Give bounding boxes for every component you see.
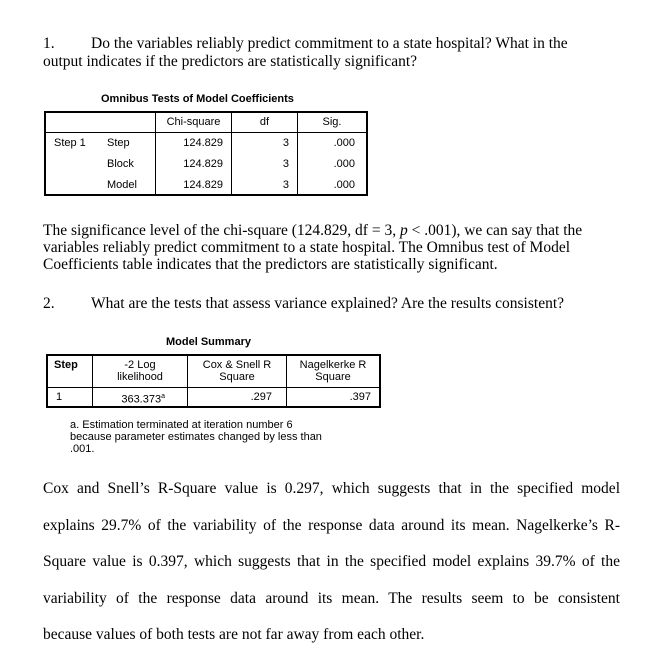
omnibus-cell-chi-square: 124.829 [183,137,223,149]
omnibus-row-group: Step 1 [54,137,86,149]
omnibus-header-sig: Sig. [322,116,342,128]
omnibus-header-df: df [259,116,270,128]
omnibus-cell-df: 3 [282,158,289,170]
ms-footnote-line-2: because parameter estimates changed by less than [70,431,322,443]
omnibus-cell-chi-square: 124.829 [183,158,223,170]
omnibus-table-title: Omnibus Tests of Model Coefficients [101,93,294,105]
ms-cell-nag: .397 [349,391,371,403]
omnibus-top-border [44,111,367,113]
answer-1-line-2: variables reliably predict commitment to a state hospital. The Omnibus test of Model [43,239,571,256]
omnibus-row-label: Block [107,158,134,170]
question-1-number: 1. [43,35,55,52]
ms-header-cox-line-1: Cox & Snell R [202,359,272,371]
ms-header-neg2ll-line-1: -2 Log [124,359,156,371]
answer-2-line-3: Square value is 0.397, which suggests that in the specified model explains 39.7% of the [43,553,620,570]
answer-1-paragraph [43,222,623,273]
answer-2-line-4: variability of the response data around its mean. The results seem to be consistent [43,589,620,607]
answer-2-line-2: explains 29.7% of the variability of the response data around its mean. Nagelkerke’s R- [43,516,620,534]
answer-1-line-3: Coefficients table indicates that the predictors are statistically significant. [43,256,498,273]
question-1-line-1: Do the variables reliably predict commitment to a state hospital? What in the [91,35,568,52]
ms-cell-step: 1 [56,391,63,403]
answer-2-line-5: because values of both tests are not far away from each other. [43,626,425,643]
omnibus-row-label: Step [107,137,130,149]
omnibus-header-border [44,132,367,133]
question-1-line-2: output indicates if the predictors are statistically significant? [43,53,418,70]
ms-bottom-border [46,406,380,408]
ms-left-border [46,354,48,408]
ms-footnote-marker: a [161,393,165,400]
question-2-line-1: What are the tests that assess variance explained? Are the results consistent? [91,295,565,312]
model-summary-title: Model Summary [166,336,251,348]
ms-header-nag-line-2: Square [315,371,351,383]
ms-cell-cox: .297 [250,391,272,403]
p-value-symbol: p [399,222,408,239]
omnibus-header-chi-square: Chi-square [166,116,221,128]
omnibus-cell-sig: .000 [333,158,355,170]
ms-header-step: Step [54,359,78,371]
ms-top-border [46,354,380,356]
omnibus-cell-sig: .000 [333,179,355,191]
ms-right-border [379,354,381,408]
omnibus-cell-sig: .000 [333,137,355,149]
question-2 [43,295,564,313]
omnibus-cell-df: 3 [282,137,289,149]
omnibus-cell-df: 3 [282,179,289,191]
omnibus-left-border [44,111,46,196]
answer-2-line-1: Cox and Snell’s R-Square value is 0.297, which suggests that in the specified model [43,480,620,497]
ms-footnote-line-1: a. Estimation terminated at iteration number 6 [70,419,293,431]
answer-2-paragraph [43,471,620,654]
answer-1-line-1: The significance level of the chi-square (124.829, df = 3, p < .001), we can say that the [43,222,583,239]
ms-header-nag-line-1: Nagelkerke R [299,359,367,371]
omnibus-row-label: Model [107,179,137,191]
question-1 [43,35,568,53]
ms-header-cox-line-2: Square [219,371,255,383]
ms-cell-neg2ll: 363.373$^a$ [121,393,165,406]
ms-header-border [46,387,380,388]
ms-header-neg2ll-line-2: likelihood [117,371,163,383]
omnibus-cell-chi-square: 124.829 [183,179,223,191]
question-2-number: 2. [43,295,55,312]
omnibus-bottom-border [44,194,367,196]
ms-footnote-line-3: .001. [70,443,95,455]
omnibus-right-border [366,111,368,196]
